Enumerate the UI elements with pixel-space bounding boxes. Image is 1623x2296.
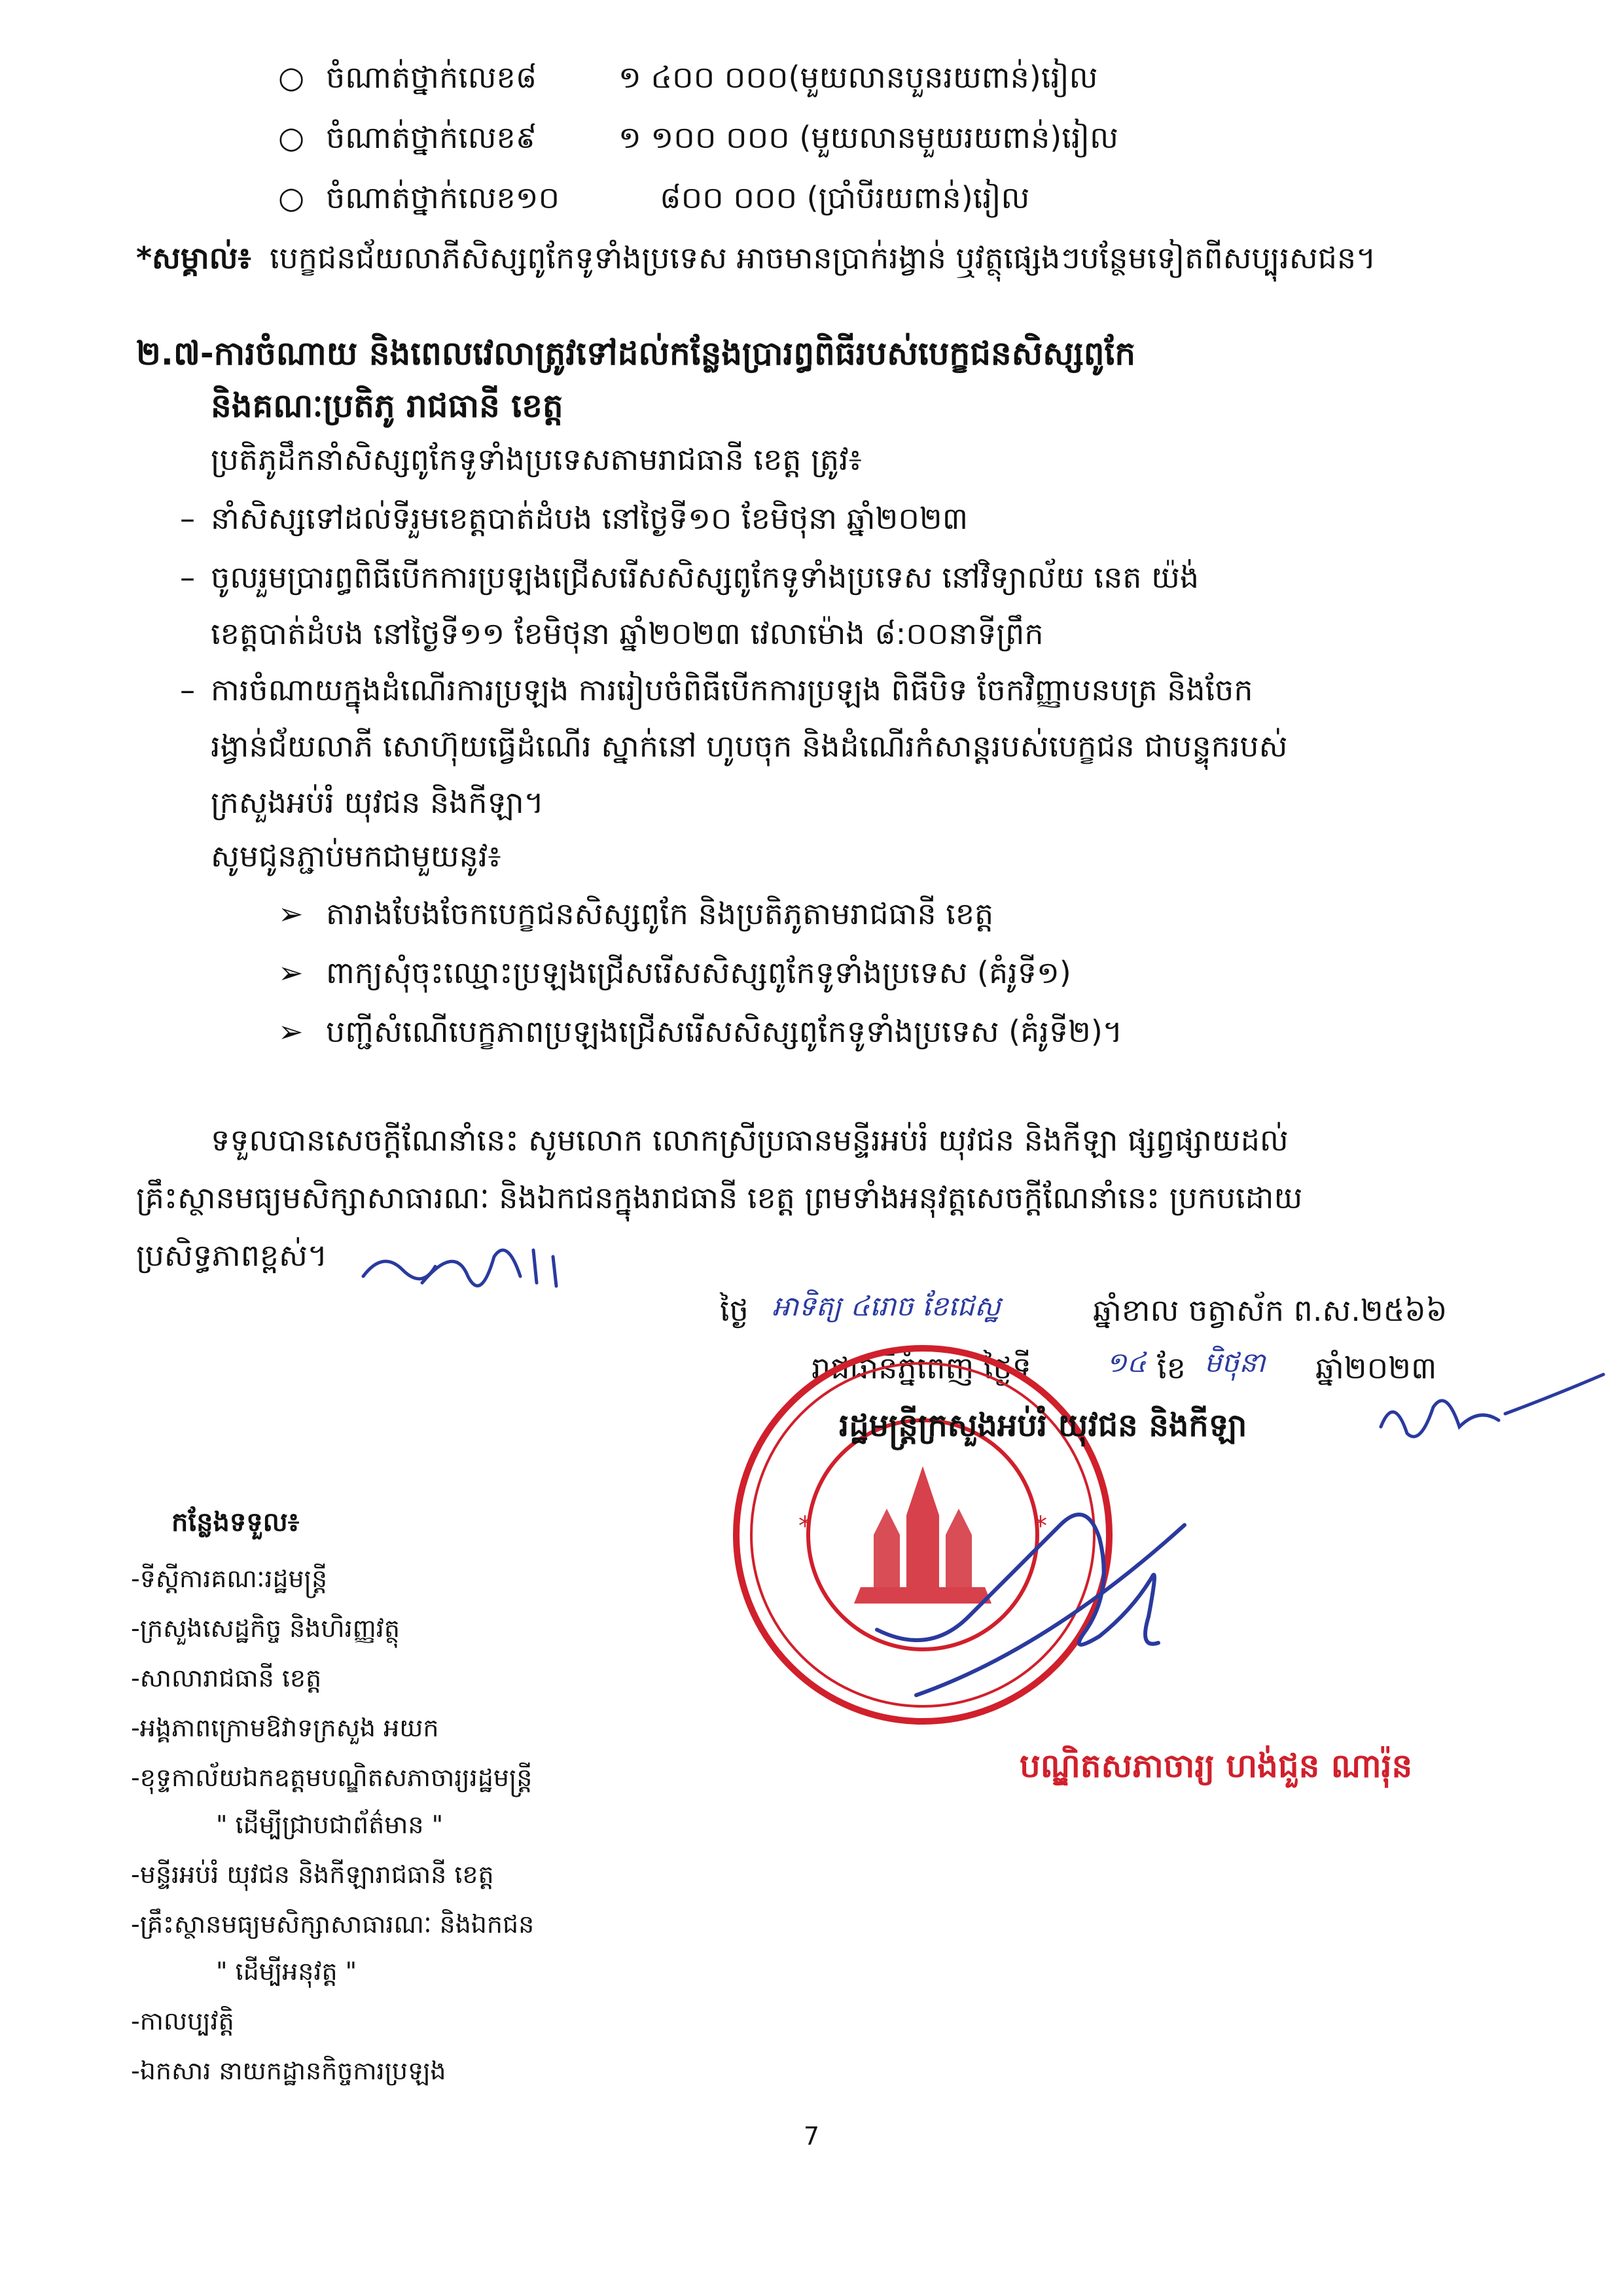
- closing-paragraph-cont: ប្រសិទ្ធភាពខ្ពស់។: [136, 1238, 328, 1273]
- prize-amount: ១ ៤០០ ០០០(មួយលានបួនរយពាន់)រៀល: [618, 60, 1098, 95]
- recipient-item: -សាលារាជធានី ខេត្ត: [131, 1664, 322, 1693]
- list-item-cont: ក្រសួងអប់រំ យុវជន និងកីឡា។: [211, 785, 544, 820]
- solar-year: ឆ្នាំ២០២៣: [1315, 1350, 1437, 1386]
- note-text: បេក្ខជនជ័យលាភីសិស្សពូកែទូទាំងប្រទេស អាចមានប្រាក់រង្វាន់ ឬវត្ថុផ្សេងៗបន្ថែមទៀតពីសប្បុរសជន។: [270, 240, 1376, 276]
- signatory-title: រដ្ឋមន្ត្រីក្រសួងអប់រំ យុវជន និងកីឡា: [839, 1407, 1247, 1444]
- signatory-name: បណ្ឌិតសភាចារ្យ ហង់ជួន ណារ៉ុន: [1020, 1747, 1413, 1785]
- solar-month-handwritten: មិថុនា: [1204, 1346, 1266, 1378]
- attachment-item: បញ្ជីសំណើបេក្ខភាពប្រឡងជ្រើសរើសសិស្សពូកែទូទាំងប្រទេស (គំរូទី២)។: [326, 1014, 1123, 1049]
- lunar-date-suffix: ឆ្នាំខាល ចត្វាស័ក ព.ស.២៥៦៦: [1093, 1293, 1448, 1328]
- recipient-note: " ដើម្បីអនុវត្ត ": [216, 1957, 357, 1986]
- prize-amount: ១ ១០០ ០០០ (មួយលានមួយរយពាន់)រៀល: [618, 120, 1118, 155]
- list-item: នាំសិស្សទៅដល់ទីរួមខេត្តបាត់ដំបង នៅថ្ងៃទី១០ ខែមិថុនា ឆ្នាំ២០២៣: [211, 501, 969, 536]
- prize-label: ចំណាត់ថ្នាក់លេខ៩: [326, 120, 537, 155]
- dash-bullet-icon: –: [180, 672, 195, 708]
- solar-month-prefix: ខែ: [1157, 1350, 1186, 1386]
- page-number: 7: [803, 2122, 820, 2151]
- closing-paragraph-cont: គ្រឹះស្ថានមធ្យមសិក្សាសាធារណៈ និងឯកជនក្នុងរាជធានី ខេត្ត ព្រមទាំងអនុវត្តសេចក្ដីណែនាំនេះ ប្រកបដោយ: [136, 1180, 1303, 1215]
- minister-signature-icon: [851, 1486, 1191, 1702]
- arrow-bullet-icon: ➢: [278, 955, 304, 990]
- attachment-item: ពាក្យសុំចុះឈ្មោះប្រឡងជ្រើសរើសសិស្សពូកែទូទាំងប្រទេស (គំរូទី១): [326, 955, 1071, 990]
- recipient-item: -អង្គភាពក្រោមឱវាទក្រសួង អយក: [131, 1713, 439, 1742]
- circle-bullet-icon: ○: [278, 120, 305, 155]
- closing-paragraph: ទទួលបានសេចក្ដីណែនាំនេះ សូមលោក លោកស្រីប្រធានមន្ទីរអប់រំ យុវជន និងកីឡា ផ្សព្វផ្សាយដល់: [211, 1122, 1289, 1158]
- circle-bullet-icon: ○: [278, 60, 305, 95]
- list-item-cont: ខេត្តបាត់ដំបង នៅថ្ងៃទី១១ ខែមិថុនា ឆ្នាំ២០២៣ វេលាម៉ោង ៨:០០នាទីព្រឹក: [211, 616, 1044, 651]
- initial-signature-icon: [1374, 1368, 1610, 1460]
- recipient-item: -ក្រសួងសេដ្ឋកិច្ច និងហិរញ្ញវត្ថុ: [131, 1614, 400, 1643]
- recipient-item: -កាលប្បវត្តិ: [131, 2007, 234, 2036]
- lunar-date-prefix: ថ្ងៃ: [720, 1293, 749, 1328]
- svg-text:*: *: [798, 1511, 812, 1541]
- recipient-item: -ខុទ្ទកាល័យឯកឧត្តមបណ្ឌិតសភាចារ្យរដ្ឋមន្ត្រី: [131, 1763, 533, 1792]
- svg-text:*: *: [1034, 1511, 1047, 1541]
- section-heading-cont: និងគណៈប្រតិភូ រាជធានី ខេត្ត: [211, 387, 563, 425]
- dash-bullet-icon: –: [180, 560, 195, 595]
- prize-label: ចំណាត់ថ្នាក់លេខ៨: [326, 60, 537, 95]
- section-heading: ២.៧-ការចំណាយ និងពេលវេលាត្រូវទៅដល់កន្លែងប្រារព្ធពិធីរបស់បេក្ខជនសិស្សពូកែ: [136, 334, 1136, 372]
- recipient-item: -មន្ទីរអប់រំ យុវជន និងកីឡារាជធានី ខេត្ត: [131, 1860, 494, 1889]
- arrow-bullet-icon: ➢: [278, 896, 304, 931]
- dash-bullet-icon: –: [180, 501, 195, 536]
- note-label: *សម្គាល់៖: [136, 240, 251, 276]
- arrow-bullet-icon: ➢: [278, 1014, 304, 1049]
- list-item: ចូលរួមប្រារព្ធពិធីបើកការប្រឡងជ្រើសរើសសិស្សពូកែទូទាំងប្រទេស នៅវិទ្យាល័យ នេត យ៉ង់: [211, 560, 1200, 595]
- recipient-item: -គ្រឹះស្ថានមធ្យមសិក្សាសាធារណៈ និងឯកជន: [131, 1910, 535, 1939]
- lunar-date-handwritten: អាទិត្យ ៤រោច ខែជេស្ឋ: [772, 1290, 1001, 1322]
- prize-label: ចំណាត់ថ្នាក់លេខ១០: [326, 180, 560, 215]
- initials-signature-icon: [357, 1230, 573, 1302]
- recipient-item: -ទីស្ដីការគណៈរដ្ឋមន្ត្រី: [131, 1564, 328, 1593]
- prize-amount: ៨០០ ០០០ (ប្រាំបីរយពាន់)រៀល: [660, 180, 1030, 215]
- solar-date-prefix: រាជធានីភ្នំពេញ ថ្ងៃទី: [812, 1350, 1031, 1386]
- recipient-item: -ឯកសារ នាយកដ្ឋានកិច្ចការប្រឡង: [131, 2056, 446, 2085]
- attachment-item: តារាងបែងចែកបេក្ខជនសិស្សពូកែ និងប្រតិភូតាមរាជធានី ខេត្ត: [326, 896, 994, 931]
- section-intro: ប្រតិភូដឹកនាំសិស្សពូកែទូទាំងប្រទេសតាមរាជធានី ខេត្ត ត្រូវ៖: [211, 442, 862, 477]
- list-item: ការចំណាយក្នុងដំណើរការប្រឡង ការរៀបចំពិធីបើកការប្រឡង ពិធីបិទ ចែកវិញ្ញាបនបត្រ និងចែក: [211, 672, 1253, 708]
- attachments-intro: សូមជូនភ្ជាប់មកជាមួយនូវ៖: [211, 838, 501, 874]
- recipients-heading: កន្លែងទទួល៖: [171, 1507, 300, 1537]
- solar-day-handwritten: ១៤: [1106, 1346, 1147, 1378]
- recipient-note: " ដើម្បីជ្រាបជាព័ត៌មាន ": [216, 1810, 444, 1839]
- list-item-cont: រង្វាន់ជ័យលាភី សោហ៊ុយធ្វើដំណើរ ស្នាក់នៅ ហូបចុក និងដំណើរកំសាន្តរបស់បេក្ខជន ជាបន្ទុករបស់: [211, 728, 1288, 764]
- circle-bullet-icon: ○: [278, 180, 305, 215]
